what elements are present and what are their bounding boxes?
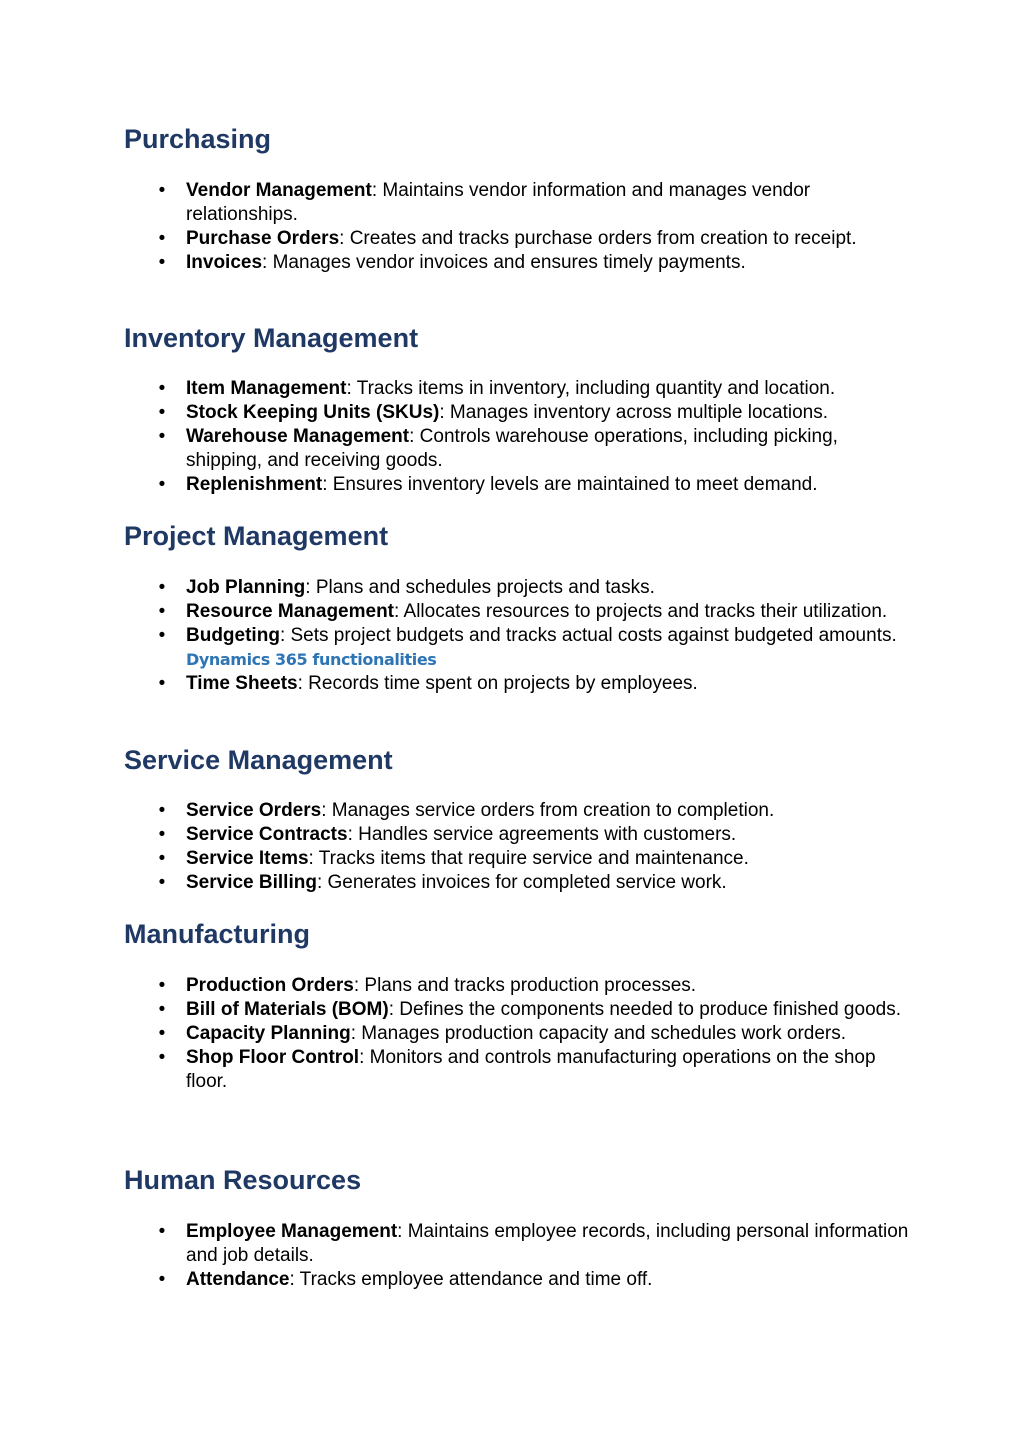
list-item <box>124 179 914 227</box>
list-item <box>124 871 914 895</box>
list-item <box>124 672 914 696</box>
bullet-list <box>124 974 914 1094</box>
item-text: : Defines the components needed to produce finished goods. <box>388 999 901 1020</box>
item-text: : Generates invoices for completed service work. <box>316 872 727 893</box>
item-text: : Creates and tracks purchase orders from creation to receipt. <box>339 228 857 249</box>
bullet-icon: • <box>158 1221 166 1242</box>
section-heading: Purchasing <box>124 124 272 154</box>
dynamics-365-link[interactable]: Dynamics 365 functionalities <box>186 650 437 669</box>
bullet-icon: • <box>158 848 166 869</box>
list-item <box>124 1046 914 1094</box>
bullet-icon: • <box>158 601 166 622</box>
list-item <box>124 974 914 998</box>
item-term: Budgeting <box>186 625 280 646</box>
bullet-list <box>124 377 914 497</box>
item-term: Item Management <box>186 378 347 399</box>
bullet-icon: • <box>158 228 166 249</box>
item-text: : Controls warehouse operations, including picking, shipping, and receiving goods. <box>186 426 838 471</box>
list-item <box>124 425 914 473</box>
item-term: Stock Keeping Units (SKUs) <box>186 402 440 423</box>
bullet-icon: • <box>158 577 166 598</box>
item-text: : Tracks items that require service and maintenance. <box>308 848 749 869</box>
item-term: Invoices <box>186 252 263 273</box>
item-text: : Ensures inventory levels are maintained to meet demand. <box>322 474 818 495</box>
bullet-list <box>124 179 914 275</box>
list-item <box>124 251 914 275</box>
section-heading: Human Resources <box>124 1165 362 1195</box>
list-item <box>124 401 914 425</box>
bullet-icon: • <box>158 252 166 273</box>
bullet-icon: • <box>158 402 166 423</box>
item-term: Warehouse Management <box>186 426 410 447</box>
item-text: : Allocates resources to projects and tracks their utilization. <box>394 601 888 622</box>
list-item <box>124 624 914 672</box>
list-item <box>124 799 914 823</box>
item-term: Vendor Management <box>186 180 372 201</box>
item-term: Service Orders <box>186 800 322 821</box>
item-text: : Tracks employee attendance and time off. <box>289 1269 653 1290</box>
item-text: : Plans and schedules projects and tasks. <box>305 577 655 598</box>
list-item <box>124 377 914 401</box>
item-text: : Handles service agreements with customers. <box>347 824 737 845</box>
section-manufacturing <box>124 918 914 1092</box>
item-term: Production Orders <box>186 975 354 996</box>
bullet-icon: • <box>158 800 166 821</box>
list-item <box>124 600 914 624</box>
list-item <box>124 847 914 871</box>
item-text: : Records time spent on projects by employees. <box>297 673 698 694</box>
bullet-icon: • <box>158 872 166 893</box>
bullet-icon: • <box>158 180 166 201</box>
item-text: : Manages production capacity and schedules work orders. <box>350 1023 847 1044</box>
section-heading: Service Management <box>124 745 393 775</box>
section-heading: Inventory Management <box>124 323 419 353</box>
list-item <box>124 576 914 600</box>
bullet-icon: • <box>158 975 166 996</box>
item-text: : Manages vendor invoices and ensures timely payments. <box>262 252 746 273</box>
item-term: Resource Management <box>186 601 395 622</box>
bullet-icon: • <box>158 474 166 495</box>
item-term: Capacity Planning <box>186 1023 351 1044</box>
item-term: Time Sheets <box>186 673 298 694</box>
item-term: Job Planning <box>186 577 306 598</box>
item-term: Purchase Orders <box>186 228 340 249</box>
bullet-icon: • <box>158 1047 166 1068</box>
list-item <box>124 473 914 497</box>
list-item <box>124 227 914 251</box>
item-text: : Tracks items in inventory, including quantity and location. <box>346 378 836 399</box>
list-item <box>124 1268 914 1292</box>
section-project-management <box>124 520 914 694</box>
bullet-list <box>124 576 914 696</box>
section-service-management <box>124 744 914 893</box>
bullet-icon: • <box>158 673 166 694</box>
bullet-icon: • <box>158 824 166 845</box>
bullet-list <box>124 799 914 895</box>
list-item <box>124 1022 914 1046</box>
bullet-icon: • <box>158 378 166 399</box>
section-heading: Manufacturing <box>124 919 310 949</box>
item-term: Service Billing <box>186 872 317 893</box>
item-text: : Sets project budgets and tracks actual costs against budgeted amounts. <box>279 625 897 646</box>
bullet-icon: • <box>158 625 166 646</box>
item-text: : Manages inventory across multiple locations. <box>439 402 829 423</box>
section-heading: Project Management <box>124 521 389 551</box>
item-term: Service Items <box>186 848 309 869</box>
item-text: : Monitors and controls manufacturing operations on the shop floor. <box>186 1047 876 1092</box>
bullet-icon: • <box>158 1023 166 1044</box>
item-text: : Plans and tracks production processes. <box>353 975 697 996</box>
item-text: : Manages service orders from creation to completion. <box>321 800 775 821</box>
bullet-icon: • <box>158 1269 166 1290</box>
list-item <box>124 823 914 847</box>
item-term: Service Contracts <box>186 824 348 845</box>
list-item <box>124 1220 914 1268</box>
item-term: Employee Management <box>186 1221 398 1242</box>
section-inventory-management <box>124 322 914 495</box>
section-purchasing <box>124 123 914 273</box>
item-term: Replenishment <box>186 474 323 495</box>
bullet-list <box>124 1220 914 1292</box>
item-text: : Maintains employee records, including personal information and job details. <box>186 1221 909 1266</box>
list-item <box>124 998 914 1022</box>
item-term: Attendance <box>186 1269 290 1290</box>
bullet-icon: • <box>158 426 166 447</box>
item-term: Bill of Materials (BOM) <box>186 999 389 1020</box>
item-text: : Maintains vendor information and manages vendor relationships. <box>186 180 811 225</box>
section-human-resources <box>124 1164 914 1290</box>
bullet-icon: • <box>158 999 166 1020</box>
item-term: Shop Floor Control <box>186 1047 360 1068</box>
